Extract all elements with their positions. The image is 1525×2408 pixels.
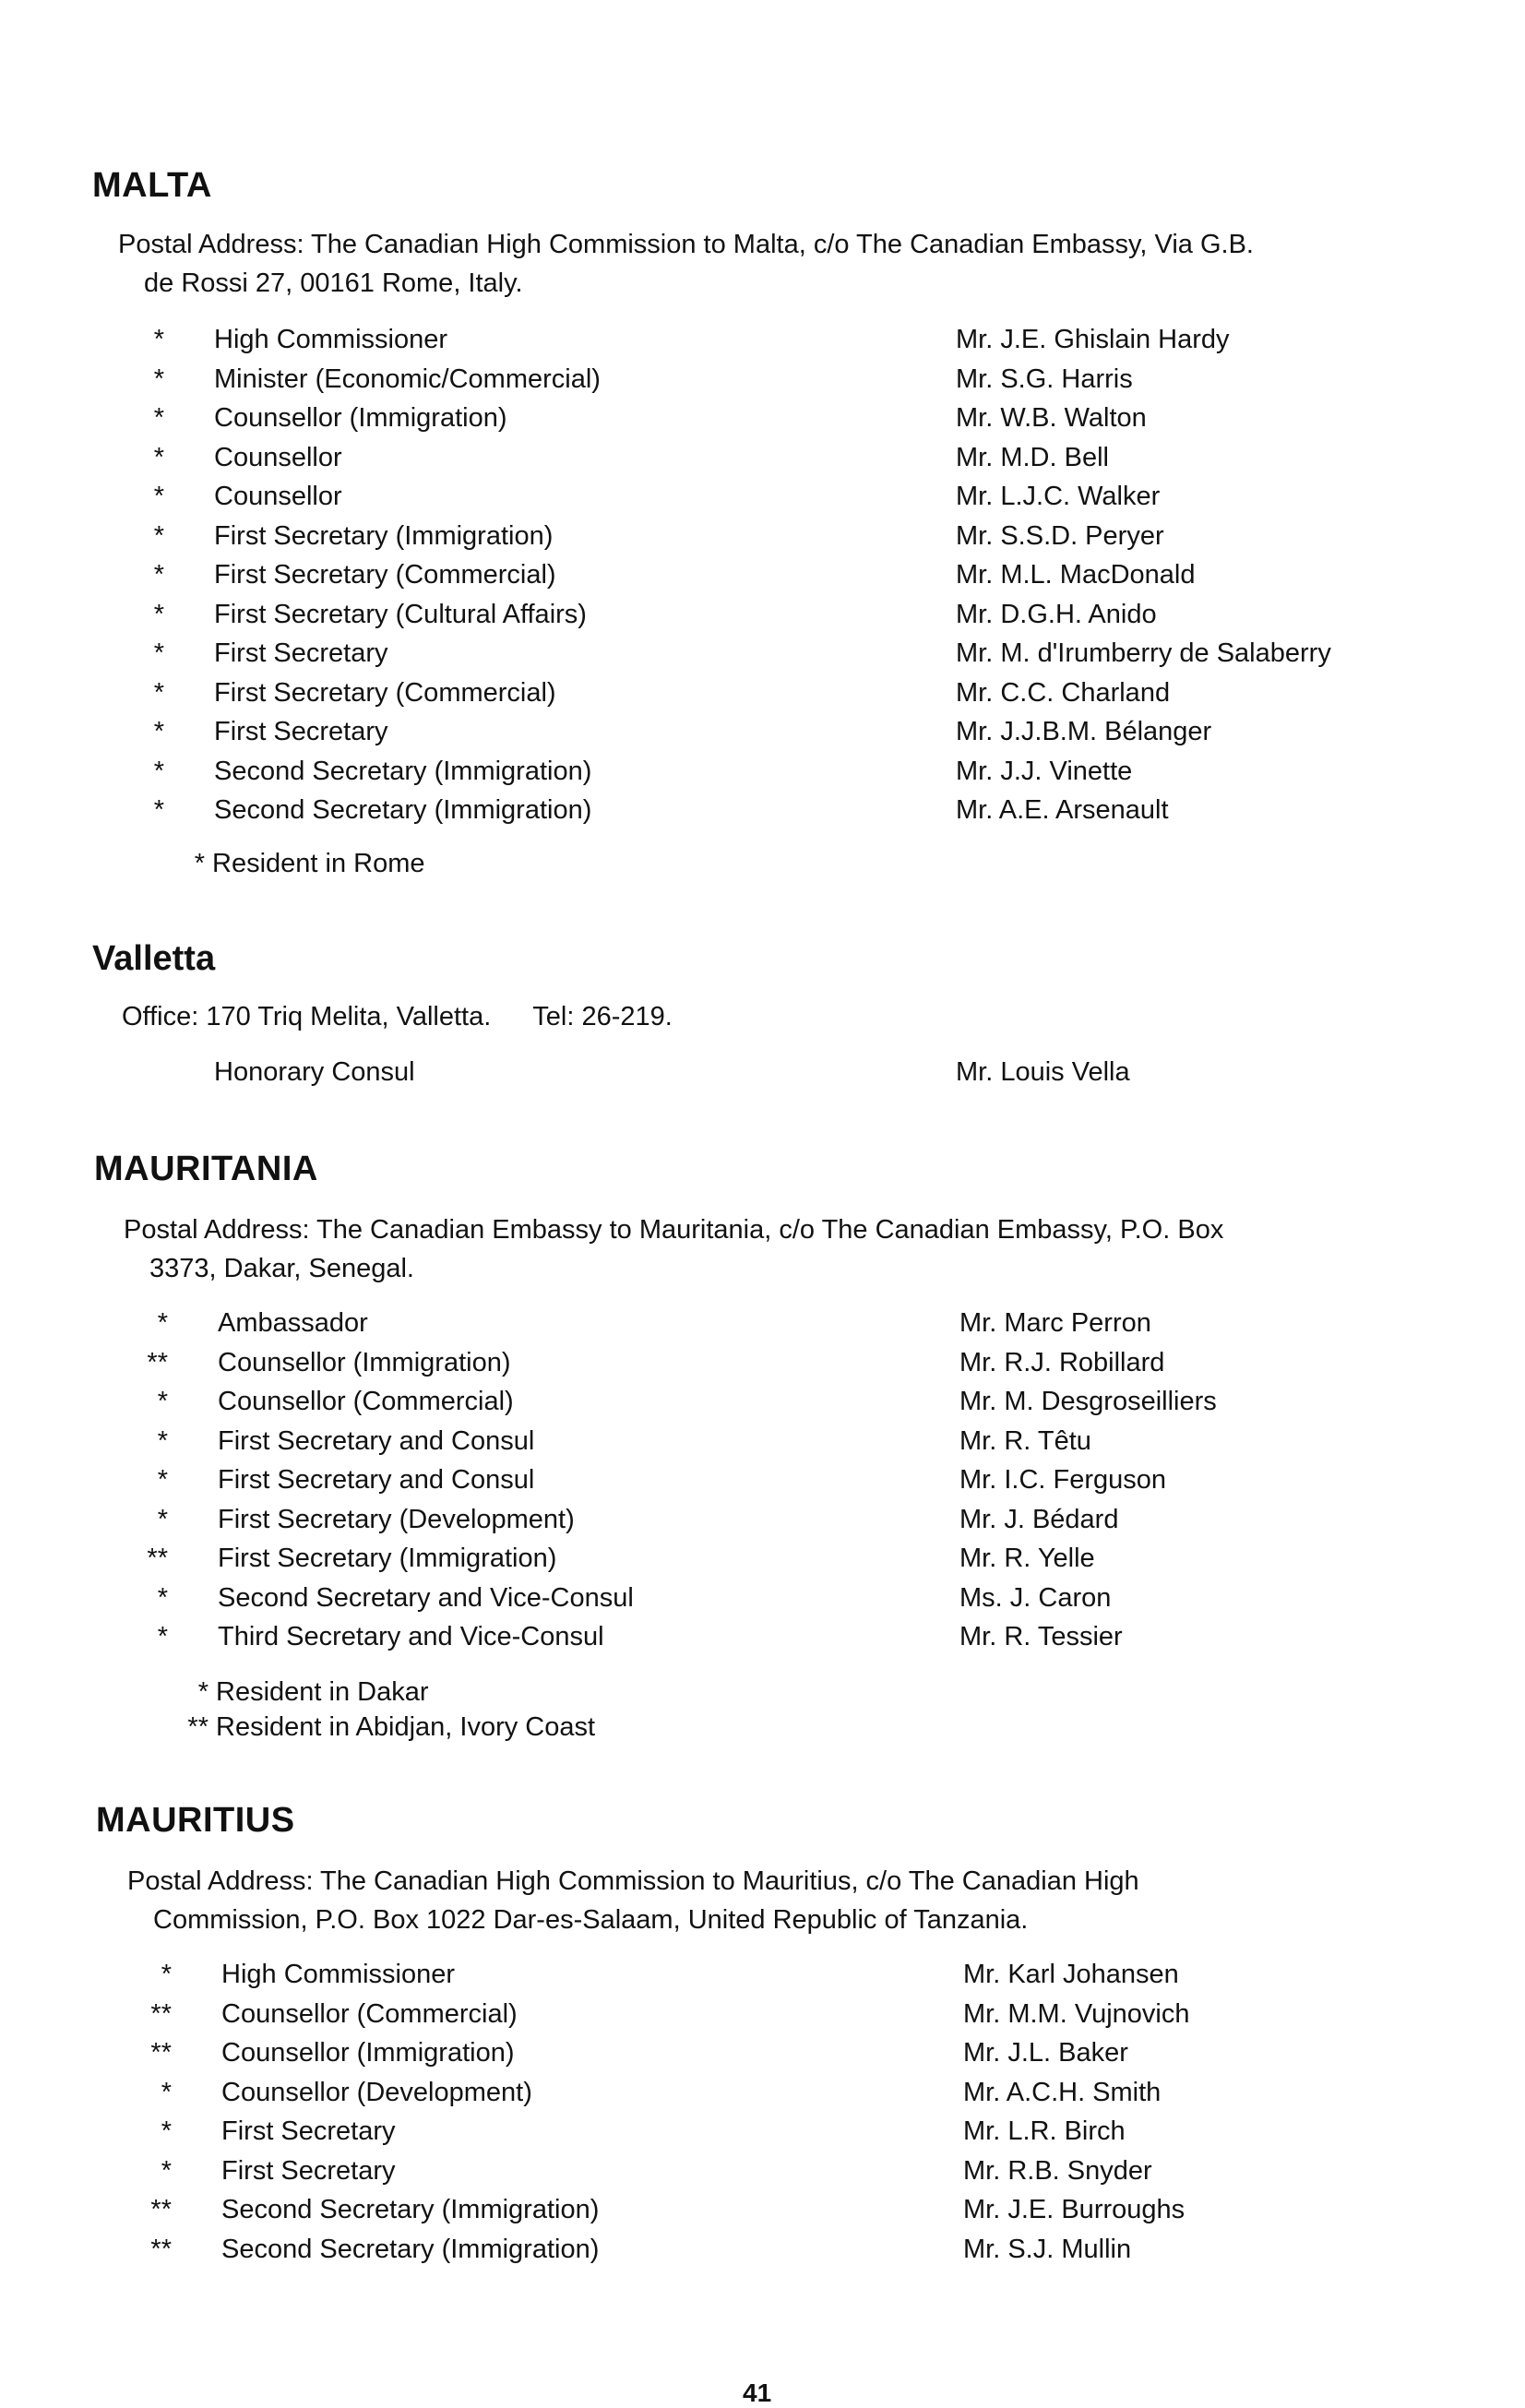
staff-footnote-marker: ** <box>150 2038 172 2068</box>
staff-row <box>0 482 1525 520</box>
staff-name: Mr. R.J. Robillard <box>959 1347 1165 1377</box>
staff-title: Counsellor <box>214 442 342 472</box>
staff-row <box>0 364 1525 403</box>
staff-name: Mr. Louis Vella <box>956 1057 1130 1087</box>
staff-footnote-marker: * <box>157 1582 168 1613</box>
staff-title: First Secretary (Commercial) <box>214 560 556 590</box>
staff-footnote-marker: ** <box>150 2234 172 2264</box>
staff-name: Mr. J. Bédard <box>959 1504 1119 1534</box>
staff-title: High Commissioner <box>221 1960 456 1989</box>
staff-title: First Secretary <box>221 2155 396 2186</box>
staff-title: Second Secretary (Immigration) <box>214 795 592 825</box>
page-number: 41 <box>743 2378 772 2407</box>
staff-row <box>0 443 1525 482</box>
staff-footnote-marker: * <box>153 717 164 746</box>
staff-title: Second Secretary and Vice-Consul <box>218 1582 634 1613</box>
staff-title: First Secretary (Development) <box>218 1504 575 1534</box>
mauritania-address-line-2: 3373, Dakar, Senegal. <box>149 1254 414 1283</box>
staff-footnote-marker: * <box>161 1960 172 1989</box>
staff-row <box>0 2156 1525 2195</box>
staff-title: Counsellor (Commercial) <box>218 1387 514 1416</box>
staff-footnote-marker: * <box>157 1504 168 1534</box>
staff-footnote-marker: ** <box>150 2195 172 2224</box>
staff-row <box>0 1426 1525 1465</box>
malta-address-line-1: Postal Address: The Canadian High Commission to Malta, c/o The Canadian Embassy, Via G.B. <box>118 230 1254 259</box>
staff-name: Mr. R. Tessier <box>959 1622 1123 1651</box>
staff-row <box>0 1057 1525 1096</box>
staff-footnote-marker: * <box>153 364 164 394</box>
staff-footnote-marker: * <box>153 560 164 590</box>
staff-name: Mr. S.J. Mullin <box>963 2234 1132 2264</box>
staff-title: First Secretary (Immigration) <box>214 520 554 551</box>
staff-title: First Secretary <box>214 717 388 746</box>
staff-name: Mr. S.G. Harris <box>956 364 1133 394</box>
staff-footnote-marker: * <box>157 1425 168 1456</box>
section-heading-malta: MALTA <box>92 166 212 205</box>
staff-name: Mr. S.S.D. Peryer <box>956 520 1164 551</box>
staff-row <box>0 1387 1525 1425</box>
staff-row <box>0 795 1525 834</box>
staff-row <box>0 1960 1525 1998</box>
malta-address-line-2: de Rossi 27, 00161 Rome, Italy. <box>144 268 523 298</box>
staff-name: Mr. M.L. MacDonald <box>956 560 1196 590</box>
staff-footnote-marker: * <box>153 325 164 354</box>
staff-title: First Secretary (Commercial) <box>214 677 556 708</box>
section-heading-mauritania: MAURITANIA <box>94 1150 318 1188</box>
staff-row <box>0 2235 1525 2273</box>
staff-footnote-marker: * <box>153 677 164 708</box>
staff-row <box>0 2195 1525 2234</box>
staff-name: Mr. M.M. Vujnovich <box>963 1998 1190 2029</box>
staff-name: Mr. M.D. Bell <box>956 442 1109 472</box>
mauritania-postal-address <box>124 1210 1452 1288</box>
staff-name: Mr. M. d'Irumberry de Salaberry <box>956 638 1331 668</box>
staff-title: Honorary Consul <box>214 1057 415 1087</box>
staff-footnote-marker: * <box>153 638 164 668</box>
staff-row <box>0 1544 1525 1582</box>
staff-title: Ambassador <box>218 1308 368 1338</box>
staff-name: Mr. D.G.H. Anido <box>956 599 1157 629</box>
staff-title: Counsellor (Immigration) <box>218 1347 511 1377</box>
staff-title: First Secretary <box>214 638 388 668</box>
valletta-telephone: Tel: 26-219. <box>532 1002 673 1031</box>
staff-name: Mr. R. Yelle <box>959 1544 1095 1573</box>
staff-title: High Commissioner <box>214 325 448 354</box>
staff-title: Second Secretary (Immigration) <box>214 756 592 786</box>
staff-name: Mr. R.B. Snyder <box>963 2155 1152 2186</box>
valletta-office-info <box>122 1002 673 1032</box>
footnote-marker: * <box>197 1677 208 1707</box>
staff-name: Mr. J.E. Ghislain Hardy <box>956 325 1230 354</box>
staff-footnote-marker: ** <box>147 1544 168 1573</box>
mauritania-note-resident-dakar <box>172 1677 429 1708</box>
staff-title: First Secretary (Cultural Affairs) <box>214 599 587 629</box>
staff-title: Second Secretary (Immigration) <box>221 2195 600 2224</box>
staff-name: Mr. L.R. Birch <box>963 2116 1126 2146</box>
staff-footnote-marker: * <box>153 520 164 551</box>
footnote-marker: ** <box>187 1712 208 1742</box>
staff-footnote-marker: * <box>157 1308 168 1338</box>
malta-postal-address <box>118 225 1447 303</box>
staff-row <box>0 1465 1525 1504</box>
staff-name: Ms. J. Caron <box>959 1582 1112 1613</box>
staff-title: First Secretary and Consul <box>218 1465 535 1495</box>
staff-footnote-marker: * <box>153 403 164 433</box>
staff-row <box>0 600 1525 638</box>
staff-title: Counsellor <box>214 482 342 511</box>
staff-footnote-marker: * <box>157 1387 168 1416</box>
staff-footnote-marker: * <box>153 442 164 472</box>
staff-name: Mr. J.J.B.M. Bélanger <box>956 717 1212 746</box>
staff-row <box>0 1505 1525 1544</box>
staff-row <box>0 1999 1525 2038</box>
mauritius-address-line-2: Commission, P.O. Box 1022 Dar-es-Salaam, United Republic of Tanzania. <box>153 1905 1029 1935</box>
staff-footnote-marker: * <box>153 599 164 629</box>
staff-row <box>0 1348 1525 1387</box>
footnote-text: Resident in Abidjan, Ivory Coast <box>216 1712 596 1742</box>
staff-row <box>0 560 1525 599</box>
staff-name: Mr. J.J. Vinette <box>956 756 1133 786</box>
staff-title: Counsellor (Immigration) <box>214 403 507 433</box>
staff-title: Third Secretary and Vice-Consul <box>218 1622 604 1651</box>
mauritius-address-line-1: Postal Address: The Canadian High Commission to Mauritius, c/o The Canadian High <box>127 1866 1139 1896</box>
staff-name: Mr. I.C. Ferguson <box>959 1465 1167 1495</box>
staff-row <box>0 2116 1525 2155</box>
staff-title: First Secretary and Consul <box>218 1425 535 1456</box>
staff-name: Mr. J.L. Baker <box>963 2038 1128 2068</box>
staff-row <box>0 1583 1525 1622</box>
mauritania-note-resident-abidjan <box>172 1712 595 1743</box>
staff-title: First Secretary (Immigration) <box>218 1544 557 1573</box>
staff-title: Counsellor (Immigration) <box>221 2038 515 2068</box>
staff-footnote-marker: * <box>157 1465 168 1495</box>
staff-row <box>0 2078 1525 2116</box>
staff-footnote-marker: * <box>153 756 164 786</box>
staff-footnote-marker: * <box>153 482 164 511</box>
staff-footnote-marker: * <box>161 2155 172 2186</box>
staff-title: Counsellor (Development) <box>221 2077 532 2107</box>
staff-title: Counsellor (Commercial) <box>221 1998 518 2029</box>
staff-footnote-marker: * <box>161 2077 172 2107</box>
staff-title: First Secretary <box>221 2116 396 2146</box>
malta-note-resident-rome <box>168 849 425 879</box>
footnote-text: Resident in Dakar <box>216 1677 429 1707</box>
staff-footnote-marker: ** <box>150 1998 172 2029</box>
mauritania-address-line-1: Postal Address: The Canadian Embassy to Mauritania, c/o The Canadian Embassy, P.O. Box <box>124 1215 1224 1245</box>
footnote-text: Resident in Rome <box>212 849 425 878</box>
staff-footnote-marker: * <box>161 2116 172 2146</box>
section-heading-mauritius: MAURITIUS <box>96 1801 295 1840</box>
staff-name: Mr. Marc Perron <box>959 1308 1151 1338</box>
staff-row <box>0 638 1525 677</box>
staff-row <box>0 757 1525 795</box>
section-heading-valletta: Valletta <box>92 939 216 978</box>
staff-name: Mr. W.B. Walton <box>956 403 1147 433</box>
staff-title: Minister (Economic/Commercial) <box>214 364 601 394</box>
staff-row <box>0 2038 1525 2077</box>
staff-name: Mr. C.C. Charland <box>956 677 1171 708</box>
staff-footnote-marker: * <box>153 795 164 825</box>
staff-name: Mr. A.E. Arsenault <box>956 795 1169 825</box>
footnote-marker: * <box>194 849 205 878</box>
staff-row <box>0 1308 1525 1347</box>
staff-title: Second Secretary (Immigration) <box>221 2234 600 2264</box>
valletta-office-address: Office: 170 Triq Melita, Valletta. <box>122 1002 492 1031</box>
staff-name: Mr. M. Desgroseilliers <box>959 1387 1217 1416</box>
staff-footnote-marker: * <box>157 1622 168 1651</box>
staff-row <box>0 1622 1525 1661</box>
staff-name: Mr. A.C.H. Smith <box>963 2077 1162 2107</box>
staff-name: Mr. Karl Johansen <box>963 1960 1179 1989</box>
staff-name: Mr. R. Têtu <box>959 1425 1091 1456</box>
staff-footnote-marker: ** <box>147 1347 168 1377</box>
mauritius-postal-address <box>127 1862 1456 1939</box>
staff-row <box>0 521 1525 560</box>
staff-row <box>0 717 1525 756</box>
staff-name: Mr. L.J.C. Walker <box>956 482 1161 511</box>
staff-row <box>0 325 1525 364</box>
staff-row <box>0 403 1525 442</box>
staff-row <box>0 678 1525 717</box>
staff-name: Mr. J.E. Burroughs <box>963 2195 1185 2224</box>
